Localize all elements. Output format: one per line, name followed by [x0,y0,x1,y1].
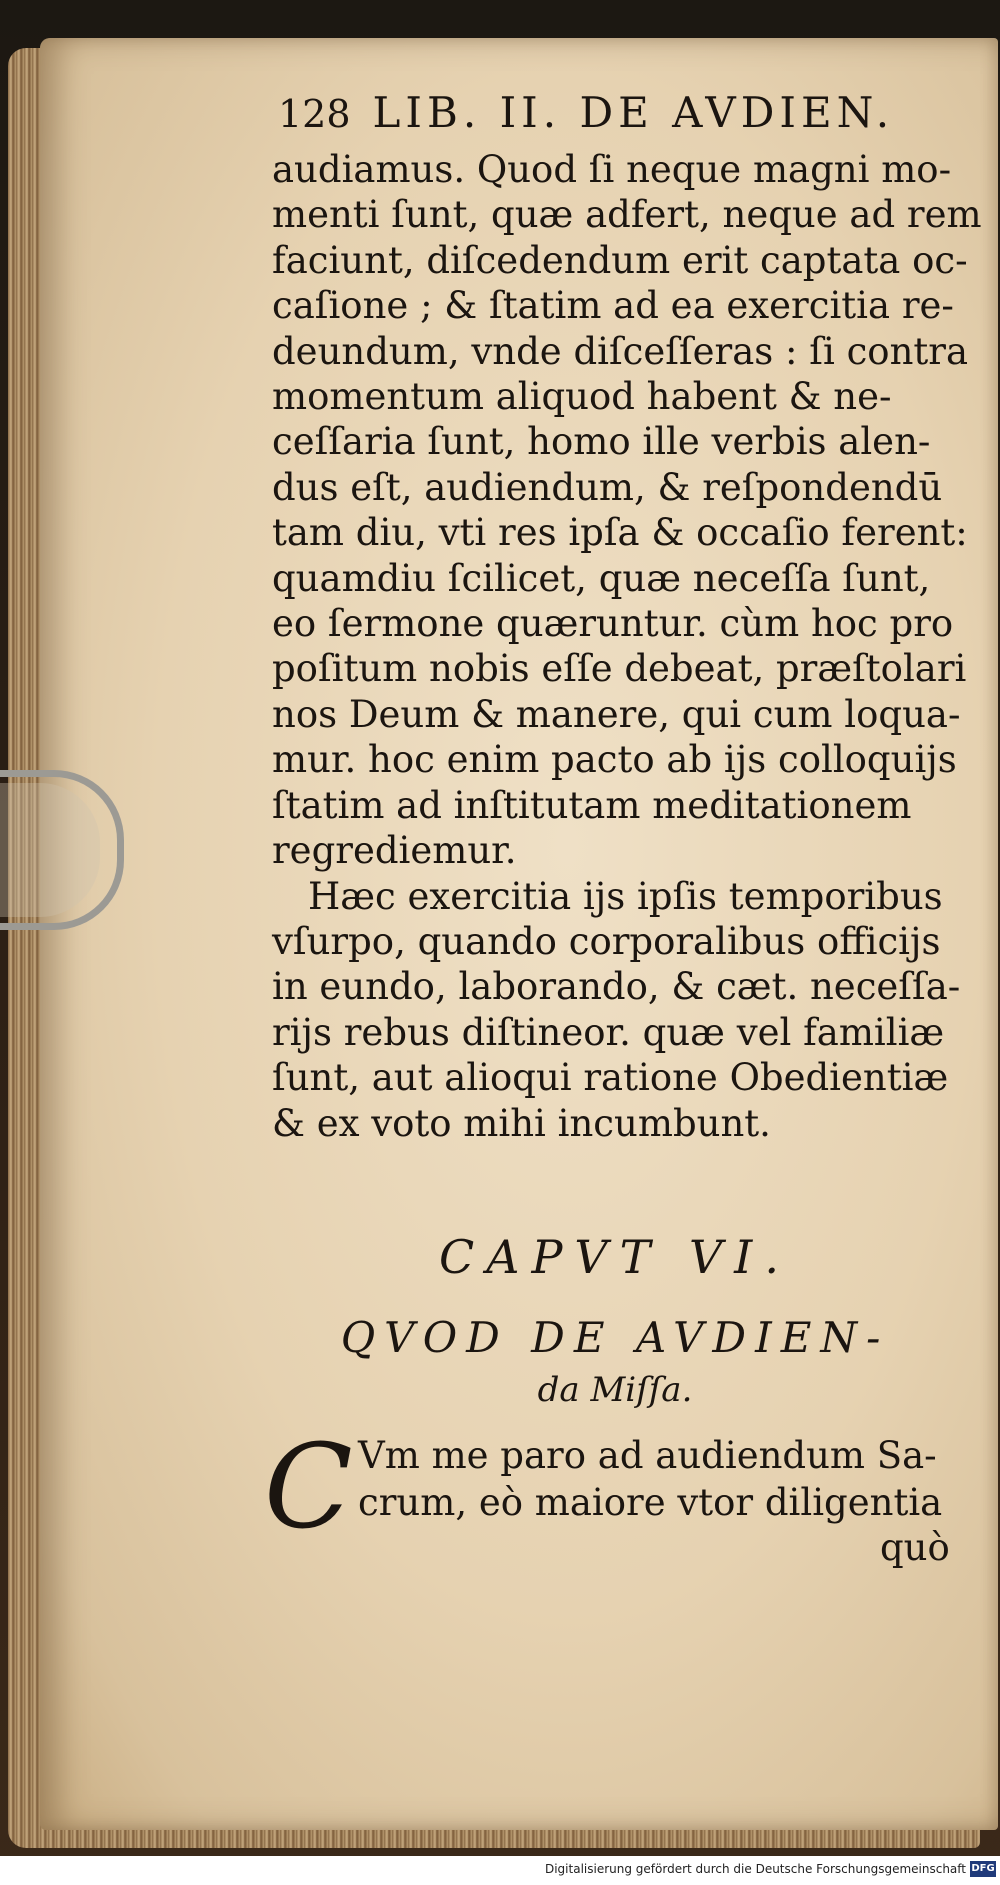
running-header [278,88,958,137]
running-title: LIB. II. DE AVDIEN. [372,88,895,137]
drop-capital: C [264,1420,353,1555]
text-line: mur. hoc enim pacto ab ijs colloquijs [272,738,957,782]
text-line: vſurpo, quando corporalibus officijs [272,919,941,963]
text-line: Vm me paro ad audiendum Sa- [358,1434,937,1477]
text-line: crum, eò maiore vtor diligentia [358,1481,943,1524]
text-line: deundum, vnde diſceſſeras : ſi contra [272,329,969,373]
digitization-credit: Digitalisierung gefördert durch die Deutsche Forschungsgemeinschaft [544,1862,966,1876]
text-line: menti ſunt, quæ adfert, neque ad rem [272,193,982,237]
page-number: 128 [278,92,351,136]
chapter-title-line-1: QVOD DE AVDIEN- [340,1313,890,1362]
text-line: rijs rebus diſtineor. quæ vel familiæ [272,1010,945,1054]
page-clip [0,770,124,930]
text-line: eo ſermone quæruntur. cùm hoc pro [272,602,954,646]
text-line: Hæc exercitia ijs ipſis temporibus [308,874,943,918]
text-line: nos Deum & manere, qui cum loqua- [272,692,961,736]
text-line: quamdiu ſcilicet, quæ neceſſa ſunt, [272,556,931,600]
text-line: dus eſt, audiendum, & reſpondendū [272,465,943,509]
paragraph-2 [272,874,962,1146]
text-line: in eundo, laborando, & cæt. neceſſa- [272,965,961,1009]
paragraph-3 [272,1432,962,1526]
text-line: regrediemur. [272,829,517,873]
chapter-title-line-2: da Miſſa. [537,1370,693,1410]
catchword: quò [880,1526,950,1569]
dfg-logo: DFG [970,1861,996,1877]
text-line: ceſſaria ſunt, homo ille verbis alen- [272,420,931,464]
text-line: ſunt, aut alioqui ratione Obedientiæ [272,1056,949,1100]
text-line: faciunt, diſcedendum erit captata oc- [272,238,968,282]
text-line: momentum aliquod habent & ne- [272,375,892,419]
text-line: caſione ; & ſtatim ad ea exercitia re- [272,284,954,328]
text-line: poſitum nobis eſſe debeat, præſtolari [272,647,967,691]
text-line: ſtatim ad inſtitutam meditationem [272,783,912,827]
paragraph-1 [272,147,982,874]
body-text [272,147,982,1146]
text-line: & ex voto mihi incumbunt. [272,1101,771,1145]
text-line: audiamus. Quod ſi neque magni mo- [272,148,952,191]
text-line: tam diu, vti res ipſa & occaſio ferent: [272,511,968,555]
chapter-number: CAPVT VI. [439,1230,791,1284]
